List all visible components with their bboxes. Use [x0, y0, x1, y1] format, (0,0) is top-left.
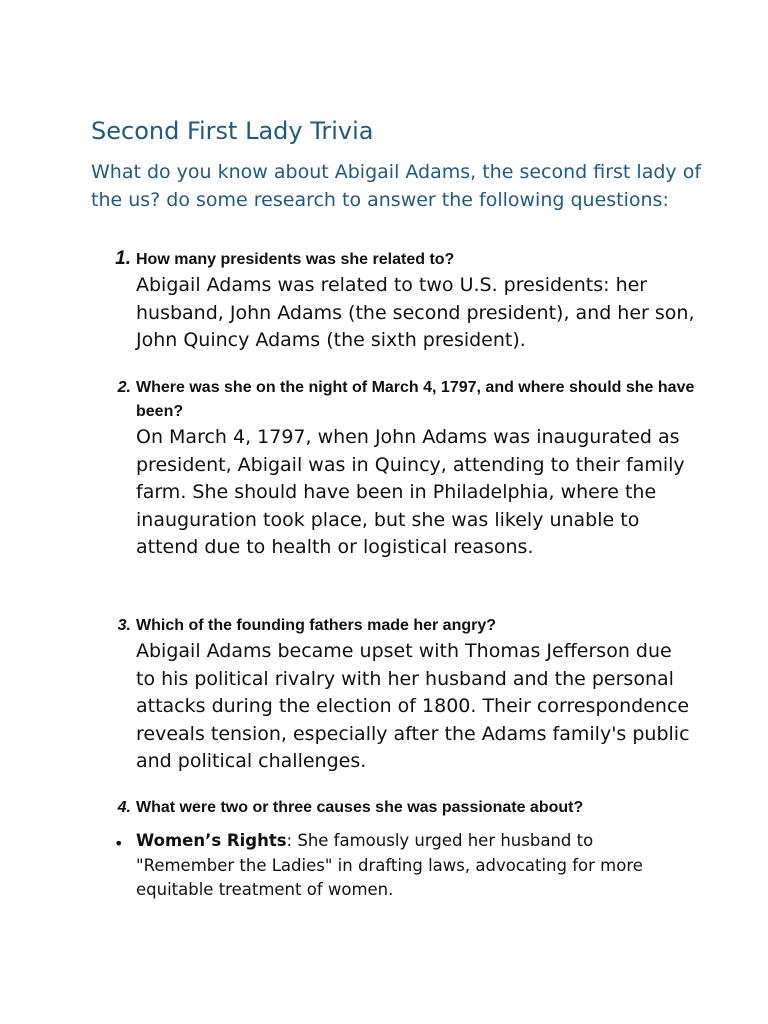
question-2: Where was she on the night of March 4, 1797, and where should she have been? — [136, 379, 695, 420]
question-number-4: 4. — [117, 799, 131, 816]
cause-text: : She famously urged her husband to "Remember the Ladies" in drafting laws, advocating for more equitable treatment of women. — [136, 831, 643, 899]
question-number-1: 1. — [115, 248, 131, 269]
answer-3: Abigail Adams became upset with Thomas Jefferson due to his political rivalry with her husband and the personal attacks during the election of 1800. Their correspondence reveals tension, especially after the Adams family's public and political challenges. — [136, 640, 690, 773]
answer-2: On March 4, 1797, when John Adams was inaugurated as president, Abigail was in Quincy, attending to their family farm. She should have been in Philadelphia, where the inauguration took place, but she was likely unable to attend due to health or logistical reasons. — [136, 426, 685, 559]
answer-1: Abigail Adams was related to two U.S. presidents: her husband, John Adams (the second president), and her son, John Quincy Adams (the sixth president). — [136, 274, 695, 352]
question-number-3: 3. — [117, 617, 131, 634]
cause-heading: Women’s Rights — [136, 831, 287, 850]
intro-paragraph: What do you know about Abigail Adams, the second first lady of the us? do some research to answer the following questions: — [91, 161, 702, 211]
question-4: What were two or three causes she was passionate about? — [136, 799, 584, 816]
bullet-marker: • — [114, 834, 124, 853]
question-3: Which of the founding fathers made her angry? — [136, 617, 497, 634]
cause-list-item — [136, 829, 696, 903]
question-1: How many presidents was she related to? — [136, 251, 455, 268]
page-title: Second First Lady Trivia — [91, 117, 374, 145]
question-number-2: 2. — [117, 379, 131, 396]
